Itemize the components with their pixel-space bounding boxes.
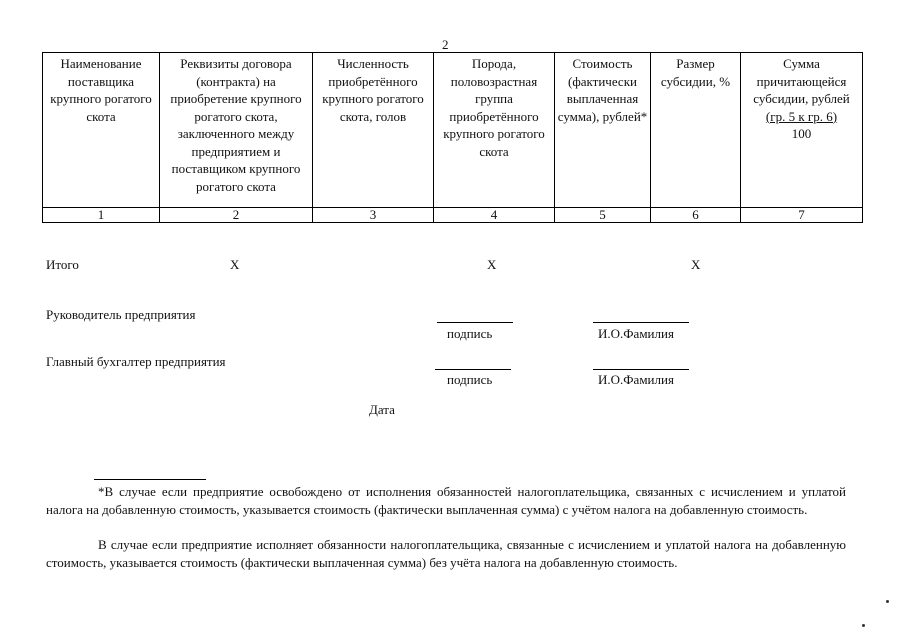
director-signature-line [437,322,513,323]
header-cost: Стоимость (фактически выплаченная сумма), рублей* [555,53,651,208]
scan-mark [886,600,889,603]
footnote-vat-payer: В случае если предприятие исполняет обязанности налогоплательщика, связанные с исчислением и уплатой налога на добавленную стоимость, указывается стоимость (фактически выплаченная сумма) без учёта налога на добавленную стоимость. [46,537,846,570]
date-label: Дата [369,402,395,417]
column-number: 5 [555,208,651,223]
total-mark-col6: X [691,257,701,272]
director-name-line [593,322,689,323]
header-cattle-count: Численность приобретённого крупного рогатого скота, голов [313,53,434,208]
column-number: 4 [434,208,555,223]
scan-mark [862,624,865,627]
director-name-caption: И.О.Фамилия [598,326,674,341]
column-number: 3 [313,208,434,223]
accountant-signature-line [435,369,511,370]
total-mark-col4: X [487,257,497,272]
subsidy-table [42,52,863,223]
director-sign-caption: подпись [447,326,493,341]
accountant-sign-caption: подпись [447,372,493,387]
column-number: 7 [741,208,863,223]
header-breed-group: Порода, половозрастная группа приобретённого крупного рогатого скота [434,53,555,208]
column-number-row [43,208,863,223]
header-subsidy-formula: (гр. 5 к гр. 6) [765,108,838,124]
header-contract-details: Реквизиты договора (контракта) на приобретение крупного рогатого скота, заключенного между предприятием и поставщиком крупного рогатого скота [160,53,313,208]
column-number: 6 [651,208,741,223]
page-number: 2 [442,37,449,52]
header-subsidy-amount [741,53,863,208]
header-subsidy-rate: Размер субсидии, % [651,53,741,208]
column-number: 1 [43,208,160,223]
header-subsidy-factor: 100 [791,126,812,141]
accountant-name-line [593,369,689,370]
footnote-vat-exempt: *В случае если предприятие освобождено от исполнения обязанностей налогоплательщика, связанных с исчислением и уплатой налога на добавленную стоимость, указывается стоимость (фактически выплаченная сумма) с учётом налога на добавленную стоимость. [46,484,846,517]
total-label: Итого [46,257,79,272]
table-header-row [43,53,863,208]
header-supplier-name: Наименование поставщика крупного рогатого скота [43,53,160,208]
column-number: 2 [160,208,313,223]
footnote-separator [94,479,206,480]
header-subsidy-amount-label: Сумма причитающейся субсидии, рублей [753,56,850,106]
director-label: Руководитель предприятия [46,307,196,322]
total-mark-col2: X [230,257,240,272]
accountant-name-caption: И.О.Фамилия [598,372,674,387]
accountant-label: Главный бухгалтер предприятия [46,354,226,369]
